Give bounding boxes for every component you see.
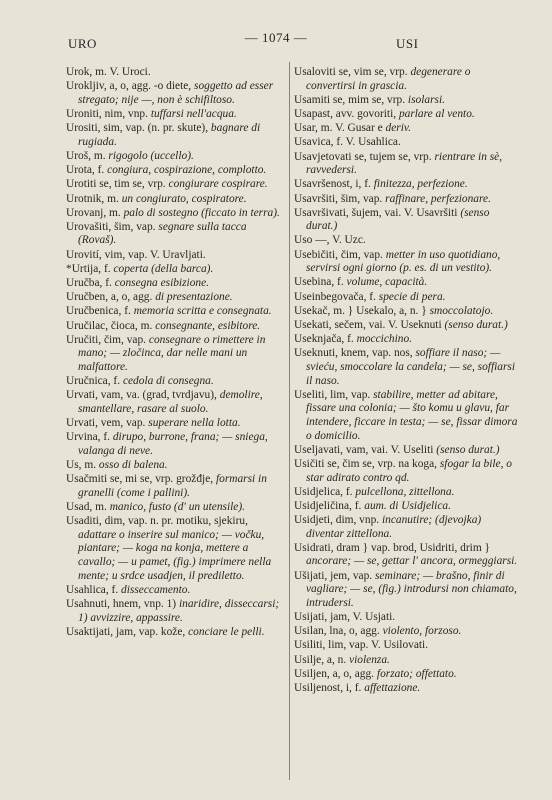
entry-definition: cedola di consegna. [122,375,214,388]
dictionary-entry [66,305,286,319]
entry-definition: volume, capacità. [346,276,428,289]
dictionary-entry [294,151,520,178]
entry-headword: Useknuti, knem, vap. nos, [294,347,413,360]
entry-headword: Usapast, avv. govoriti, [294,107,397,120]
entry-definition: (senso durat.) [306,206,490,233]
entry-headword: Urotnik, m. [66,192,119,205]
entry-definition: metter in uso quotidiano, servirsi ogni giorno (p. es. di un vestito). [306,248,501,275]
entry-headword: Ušijati, jem, vap. [294,569,373,582]
dictionary-entry [66,459,286,473]
entry-headword: Usilje, a, n. [294,653,347,666]
dictionary-entry [294,108,520,122]
dictionary-entry [66,320,286,334]
running-head-left: URO [68,36,97,51]
dictionary-entry [294,94,520,108]
dictionary-entry [66,150,286,164]
entry-definition: degenerare o convertirsi in grascia. [306,66,471,92]
entry-headword: Usidjelica, f. [294,485,353,498]
entry-definition: moccichino. [356,333,412,346]
entry-definition: demolire, smantellare, rasare al suolo. [78,389,263,415]
entry-headword: Usidjeti, dim, vnp. [294,514,380,527]
dictionary-entry [66,375,286,389]
entry-headword: Uroniti, nim, vnp. [66,107,148,120]
dictionary-entry [66,164,286,178]
entry-headword: Usekač, m. } Usekalo, a, n. } [294,304,427,317]
dictionary-entry [66,80,286,107]
entry-definition: conciare le pelli. [188,625,265,638]
entry-headword: Urvina, f. [66,431,110,444]
dictionary-entry [294,542,520,569]
dictionary-entry [66,66,286,80]
entry-definition: raffinare, perfezionare. [385,192,491,205]
entry-headword: Usidjeličina, f. [294,499,362,512]
entry-headword: Urvati, vam, va. (grad, tvrdjavu), [66,389,217,402]
entry-definition: (senso durat.) [444,319,508,331]
entry-definition: sfogar la bile, o star adirato contro qd. [306,457,512,484]
dictionary-entry [66,263,286,277]
dictionary-entry [294,333,520,347]
dictionary-entry [294,682,520,696]
entry-definition: violenza. [349,653,390,666]
entry-definition: rigogolo (uccello). [108,149,194,162]
entry-definition: consegnare o rimettere in mano; — zločinca, dar nelle mani un malfattore. [78,333,266,373]
dictionary-entry [294,276,520,290]
entry-headword: Usamiti se, mim se, vrp. [294,93,406,106]
dictionary-entry [294,122,520,136]
entry-headword: Uroš, m. [66,149,106,162]
entry-headword: Urota, f. [66,164,105,177]
entry-headword: Urok, m. V. Uroci. [66,66,151,78]
entry-definition: tuffarsi nell'acqua. [150,107,237,120]
entry-headword: Usar, m. V. Gusar e [294,122,383,135]
entry-headword: Uručnica, f. [66,375,121,388]
entry-definition: di presentazione. [155,291,233,304]
entry-definition: consegnante, esibitore. [155,319,261,332]
dictionary-entry [294,347,520,388]
entry-headword: Usaktijati, jam, vap. kože, [66,625,186,638]
entry-definition: specie di pera. [378,290,446,303]
entry-definition: violento, forzoso. [382,625,462,638]
dictionary-entry [294,458,520,485]
entry-headword: Urotiti se, tim se, vrp. [66,178,166,191]
entry-definition: smoccolatojo. [429,304,494,317]
entry-definition: un congiurato, cospiratore. [121,192,247,205]
entry-definition: soggetto ad esser stregato; nije —, non è schifiltoso. [78,80,274,106]
entry-definition: rientrare in sè, ravvedersi. [306,150,503,177]
dictionary-entry [294,486,520,500]
dictionary-entry [294,444,520,458]
left-column [66,66,286,792]
entry-headword: Useliti, lim, vap. [294,388,371,401]
entry-headword: Useljavati, vam, vai. V. Useliti [294,443,434,456]
entry-headword: Useinbegovača, f. [294,290,376,303]
entry-definition: (senso durat.) [436,443,500,456]
dictionary-entry [66,249,286,263]
entry-definition: memoria scritta e consegnata. [133,305,272,318]
dictionary-entry [294,389,520,443]
entry-headword: Urovanj, m. [66,206,121,219]
entry-headword: Usiliti, lim, vap. V. Usilovati. [294,639,429,652]
dictionary-entry [294,136,520,150]
entry-headword: *Urtija, f. [66,262,111,275]
dictionary-entry [294,514,520,541]
entry-definition: disseccamento. [121,583,191,596]
entry-headword: Usiljen, a, o, agg. [294,667,375,680]
entry-headword: Usavršivati, šujem, vai. V. Usavršiti [294,206,458,219]
entry-headword: Uručilac, čioca, m. [66,319,153,332]
dictionary-entry [294,500,520,514]
entry-headword: Usahlica, f. [66,583,119,596]
entry-headword: Usavršenost, i, f. [294,178,371,191]
entry-definition: osso di balena. [98,459,168,472]
dictionary-entry [294,570,520,611]
dictionary-entry [66,515,286,583]
dictionary-entry [294,668,520,682]
entry-headword: Usaloviti se, vim se, vrp. [294,66,408,78]
entry-definition: bagnare di rugiada. [78,122,261,148]
entry-definition: superare nella lotta. [148,417,241,430]
entry-definition: incanutire; (djevojka) diventar zittellona. [306,514,482,540]
entry-definition: coperta (della barca). [113,262,214,275]
dictionary-entry [66,207,286,221]
dictionary-entry [294,319,520,333]
entry-definition: congiura, cospirazione, complotto. [107,164,267,177]
entry-definition: consegna esibizione. [114,277,209,290]
entry-headword: Urositi, sim, vap. (n. pr. skute), [66,122,209,135]
entry-definition: forzato; offettato. [376,667,457,680]
entry-headword: Uručben, a, o, agg. [66,291,153,304]
entry-definition: isolarsi. [407,93,445,106]
entry-headword: Usavršiti, šim, vap. [294,192,383,205]
entry-headword: Usačmiti se, mi se, vrp. grožđje, [66,473,214,486]
entry-headword: Usiljenost, i, f. [294,681,362,694]
entry-headword: Usilan, lna, o, agg. [294,625,380,638]
entry-headword: Uručbenica, f. [66,305,131,318]
dictionary-entry [66,584,286,598]
entry-definition: ancorare; — se, gettar l' ancora, ormeggiarsi. [306,555,518,568]
dictionary-entry [66,598,286,625]
entry-definition: segnare sulla tacca (Rovaš). [78,220,247,247]
entry-definition: inaridire, disseccarsi; 1) avvizzire, appassire. [78,598,280,624]
entry-headword: Usebina, f. [294,276,344,289]
entry-headword: Uručba, f. [66,277,112,290]
entry-headword: Usavjetovati se, tujem se, vrp. [294,150,432,163]
entry-definition: stabilire, metter ad abitare, fissare una colonia; — što komu u glavu, far intendere, ficcare in testa; — se, fissar dimora o domicilio. [306,388,518,442]
dictionary-entry [66,277,286,291]
dictionary-entry [294,291,520,305]
entry-definition: soffiare il naso; — svieću, smoccolare la candela; — se, soffiarsi il naso. [306,347,516,387]
entry-headword: Urvati, vem, vap. [66,417,146,430]
dictionary-entry [66,417,286,431]
entry-headword: Usahnuti, hnem, vnp. 1) [66,598,177,610]
entry-headword: Useknjača, f. [294,333,354,346]
entry-headword: Uso —, V. Uzc. [294,234,366,247]
dictionary-entry [294,66,520,93]
entry-headword: Usijati, jam, V. Usjati. [294,611,396,623]
entry-headword: Usičiti se, čim se, vrp. na koga, [294,457,437,470]
dictionary-entry [66,108,286,122]
dictionary-entry [294,625,520,639]
dictionary-entry [66,122,286,149]
entry-headword: Usaditi, dim, vap. n. pr. motiku, sjekiru, [66,515,248,528]
entry-headword: Usavica, f. V. Usahlica. [294,136,401,149]
entry-headword: Uručiti, čim, vap. [66,333,147,346]
entry-definition: formarsi in granelli (come i pallini). [78,473,267,499]
dictionary-entry [294,654,520,668]
dictionary-entry [294,193,520,207]
entry-definition: affettazione. [364,681,421,694]
entry-definition: seminare; — brašno, finir di vagliare; — se, (fig.) introdursi non chiamato, intrudersi. [306,569,517,609]
entry-headword: Urovašiti, šim, vap. [66,220,156,233]
entry-headword: Usidrati, dram } vap. brod, Usidriti, drim } [294,541,491,554]
dictionary-entry [294,611,520,625]
dictionary-entry [294,178,520,192]
dictionary-entry [294,234,520,248]
dictionary-entry [66,334,286,375]
entry-definition: pulcellona, zittellona. [355,485,455,498]
entry-definition: congiurare cospirare. [168,178,268,191]
dictionary-entry [66,221,286,248]
entry-headword: Us, m. [66,459,97,472]
entry-headword: Urovití, vim, vap. V. Uravljati. [66,248,206,261]
entry-definition: dirupo, burrone, frana; — sniega, valanga di neve. [78,431,268,457]
entry-definition: aum. di Usidjelica. [364,499,451,512]
entry-headword: Urokljiv, a, o, agg. -o diete, [66,80,192,93]
dictionary-entry [294,207,520,234]
dictionary-entry [66,501,286,515]
dictionary-entry [66,193,286,207]
dictionary-entry [66,431,286,458]
right-column [294,66,520,792]
entry-definition: adattare o inserire sul manico; — vočku, piantare; — koga na konja, mettere a cavallo; — u pamet, (fig.) imprimere nella mente; u srdce usadjen, il prediletto. [78,528,272,582]
entry-definition: parlare al vento. [398,107,475,120]
dictionary-entry [294,305,520,319]
dictionary-entry [66,291,286,305]
entry-definition: palo di sostegno (ficcato in terra). [123,206,280,219]
dictionary-entry [66,473,286,500]
page-number: — 1074 — [244,30,308,45]
dictionary-entry [66,178,286,192]
entry-headword: Usad, m. [66,501,107,514]
column-divider [289,62,290,780]
running-head-right: USI [396,36,419,51]
dictionary-entry [66,389,286,416]
dictionary-entry [294,639,520,653]
entry-headword: Usekati, sečem, vai. V. Useknuti [294,319,442,331]
entry-definition: manico, fusto (d' un utensile). [109,501,245,514]
entry-definition: finitezza, perfezione. [373,178,468,191]
entry-headword: Usebičiti, čim, vap. [294,248,383,261]
dictionary-entry [294,249,520,276]
entry-definition: deriv. [385,122,411,135]
dictionary-entry [66,626,286,640]
